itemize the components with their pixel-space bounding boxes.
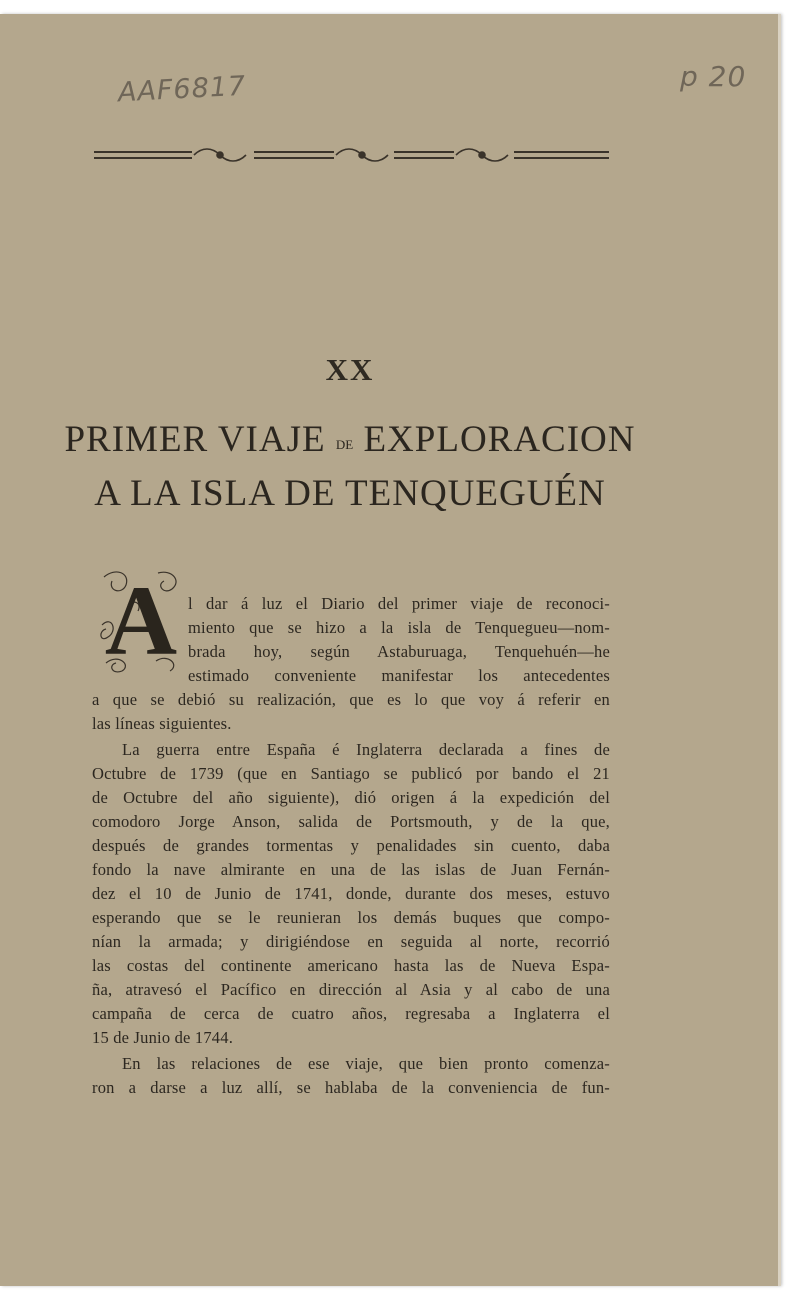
text-line: esperando que se le reunieran los demás buques que compo- — [92, 908, 610, 927]
text-line: estimado conveniente manifestar los antecedentes — [188, 666, 610, 685]
text-line: ron a darse a luz allí, se hablaba de la conveniencia de fun- — [92, 1078, 610, 1097]
text-line: 15 de Junio de 1744. — [92, 1028, 234, 1047]
text-line: nían la armada; y dirigiéndose en seguida al norte, recorrió — [92, 932, 610, 951]
title-part-b: EXPLORACION — [363, 419, 636, 460]
text-line: Octubre de 1739 (que en Santiago se publicó por bando el 21 — [92, 764, 610, 783]
text-line: las costas del continente americano hasta las de Nueva Espa- — [92, 956, 610, 975]
text-line: dez el 10 de Junio de 1741, donde, durante dos meses, estuvo — [92, 884, 610, 903]
text-line: brada hoy, según Astaburuaga, Tenquehuén—he — [188, 642, 610, 661]
text-line: de Octubre del año siguiente), dió origen á la expedición del — [92, 788, 610, 807]
text-line: fondo la nave almirante en una de las islas de Juan Fernán- — [92, 860, 610, 879]
dropcap-letter: A — [104, 565, 178, 676]
handwritten-page-number: p 20 — [680, 60, 747, 93]
chapter-number: XX — [325, 352, 375, 387]
text-line: miento que se hizo a la isla de Tenquegueu—nom- — [188, 618, 610, 637]
ornamental-dropcap — [98, 565, 184, 677]
handwritten-catalog-number: AAF6817 — [117, 70, 247, 109]
text-line: En las relaciones de ese viaje, que bien pronto comenza- — [122, 1054, 610, 1073]
chapter-title-line-2: A LA ISLA DE TENQUEGUÉN — [94, 473, 606, 514]
text-line: a que se debió su realización, que es lo que voy á referir en — [92, 690, 610, 709]
text-line: después de grandes tormentas y penalidades sin cuento, daba — [92, 836, 610, 855]
title-part-a: PRIMER VIAJE — [64, 419, 326, 460]
text-line: las líneas siguientes. — [92, 714, 232, 733]
text-line: ña, atravesó el Pacífico en dirección al Asia y al cabo de una — [92, 980, 610, 999]
title-part-small: DE — [335, 437, 354, 452]
text-line: campaña de cerca de cuatro años, regresaba a Inglaterra el — [92, 1004, 610, 1023]
text-line: l dar á luz el Diario del primer viaje de reconoci- — [188, 594, 610, 613]
decorative-rule — [94, 146, 609, 164]
chapter-title-line-1 — [0, 418, 700, 461]
page-edge — [778, 14, 781, 1286]
text-line: comodoro Jorge Anson, salida de Portsmouth, y de la que, — [92, 812, 610, 831]
text-line: La guerra entre España é Inglaterra declarada a fines de — [122, 740, 610, 759]
